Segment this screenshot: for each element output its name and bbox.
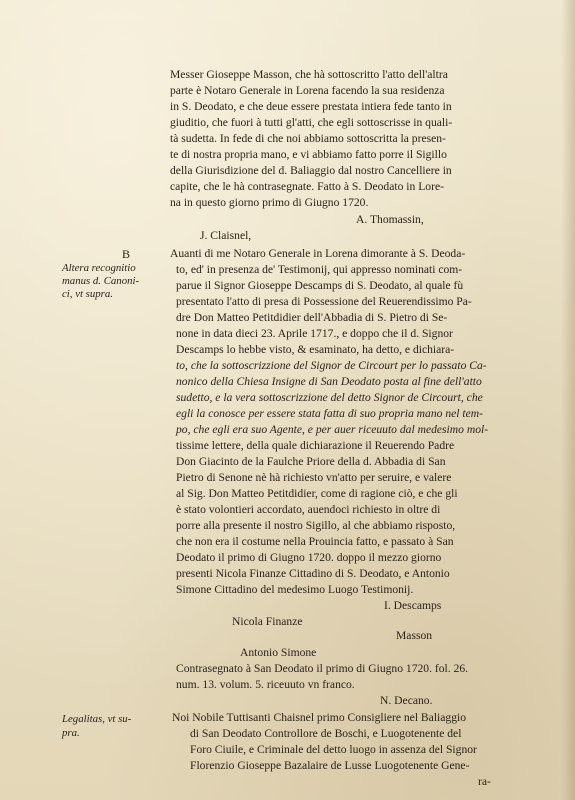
- margin-note-line: manus d. Canoni-: [62, 275, 140, 287]
- text-line: to, ed' in presenza de' Testimonij, qui appresso nominati com-: [176, 263, 463, 276]
- text-line: Florenzio Gioseppe Bazalaire de Lusse Luogotenente Gene-: [190, 759, 470, 772]
- text-line: in S. Deodato, e che deue essere prestata intiera fede tanto in: [170, 100, 452, 113]
- contrasegnato-line: num. 13. volum. 5. riceuuto vn franco.: [176, 678, 355, 691]
- text-line: capite, che le hà contrasegnate. Fatto à S. Deodato in Lore-: [170, 180, 444, 193]
- signature-masson: Masson: [396, 629, 433, 642]
- contrasegnato-line: Contrasegnato à San Deodato il primo di Giugno 1720. fol. 26.: [176, 662, 469, 675]
- catchword: ra-: [478, 775, 491, 788]
- margin-note-line: pra.: [62, 727, 80, 739]
- text-line: none in data dieci 23. Aprile 1717., e doppo che il d. Signor: [176, 327, 453, 340]
- text-line: porre alla presente il nostro Sigillo, al che abbiamo risposto,: [176, 519, 456, 532]
- text-line: egli la conosce per essere stata fatta di suo propria mano nel tem-: [176, 407, 483, 420]
- text-line: Don Giacinto de la Faulche Priore della d. Abbadia di San: [176, 455, 446, 468]
- text-line: presentato l'atto di presa di Possessione del Reuerendissimo Pa-: [176, 295, 472, 308]
- text-line: presenti Nicola Finanze Cittadino di S. Deodato, e Antonio: [176, 567, 450, 580]
- text-line: giuditio, che fuori à tutti gl'atti, che egli sottoscrisse in quali-: [170, 116, 453, 129]
- text-line: tà sudetta. In fede di che noi abbiamo sottoscritta la presen-: [170, 132, 446, 145]
- text-line: al Sig. Don Matteo Petitdidier, come di ragione ciò, e che gli: [176, 487, 458, 500]
- text-line: nonico della Chiesa Insigne di San Deodato posta al fine dell'atto: [176, 375, 482, 388]
- text-line: che non era il costume nella Prouincia fatto, e passato à San: [176, 535, 454, 548]
- signature-thomassin: A. Thomassin,: [356, 213, 424, 226]
- text-line: è stato volontieri accordato, auendoci richiesto in oltre di: [176, 503, 441, 516]
- margin-note-line: Altera recognitio: [62, 262, 136, 274]
- text-line: Messer Gioseppe Masson, che hà sottoscritto l'atto dell'altra: [170, 68, 448, 81]
- text-line: Deodato il primo di Giugno 1720. doppo il mezzo giorno: [176, 551, 442, 564]
- signature-descamps: I. Descamps: [384, 599, 442, 612]
- text-line: Descamps lo hebbe visto, & esaminato, ha detto, e dichiara-: [176, 343, 455, 356]
- text-line: parte è Notaro Generale in Lorena facendo la sua residenza: [170, 84, 445, 97]
- text-line: Auanti di me Notaro Generale in Lorena dimorante à S. Deoda-: [170, 247, 466, 260]
- signature-claisnel: J. Claisnel,: [200, 229, 252, 242]
- text-line: di San Deodato Controllore de Boschi, e Luogotenente del: [190, 727, 462, 740]
- text-line: sudetto, e la vera sottoscrizzione del detto Signor de Circourt, che: [176, 391, 483, 404]
- text-line: po, che egli era suo Agente, e per auer riceuuto dal medesimo mol-: [176, 423, 489, 436]
- text-line: Pietro di Senone nè hà richiesto vn'atto per seruire, e valere: [176, 471, 452, 484]
- text-line: parue il Signor Gioseppe Descamps di S. Deodato, al quale fù: [176, 279, 464, 292]
- page-edge-shadow: [561, 0, 575, 800]
- signature-decano: N. Decano.: [380, 694, 433, 707]
- text-line: te di nostra propria mano, e vi abbiamo fatto porre il Sigillo: [170, 148, 447, 161]
- text-line: della Giurisdizione del d. Baliaggio dal nostro Cancelliere in: [170, 164, 452, 177]
- signature-simone: Antonio Simone: [240, 646, 317, 659]
- margin-note-line: Legalitas, vt su-: [62, 713, 132, 725]
- text-line: na in questo giorno primo di Giugno 1720.: [170, 196, 369, 209]
- text-line: dre Don Matteo Petitdidier dell'Abbadia di S. Pietro di Se-: [176, 311, 448, 324]
- signature-finanze: Nicola Finanze: [232, 615, 303, 628]
- margin-note-line: ci, vt supra.: [62, 288, 113, 300]
- text-line: to, che la sottoscrizzione del Signor de Circourt per lo passato Ca-: [176, 359, 487, 372]
- section-letter: B: [122, 247, 131, 261]
- text-line: Foro Ciuile, e Criminale del detto luogo in assenza del Signor: [190, 743, 477, 756]
- text-line: Simone Cittadino del medesimo Luogo Testimonij.: [176, 583, 414, 596]
- text-line: Noi Nobile Tuttisanti Chaisnel primo Consigliere nel Baliaggio: [172, 711, 467, 724]
- text-line: tissime lettere, della quale dichiarazione il Reuerendo Padre: [176, 439, 455, 452]
